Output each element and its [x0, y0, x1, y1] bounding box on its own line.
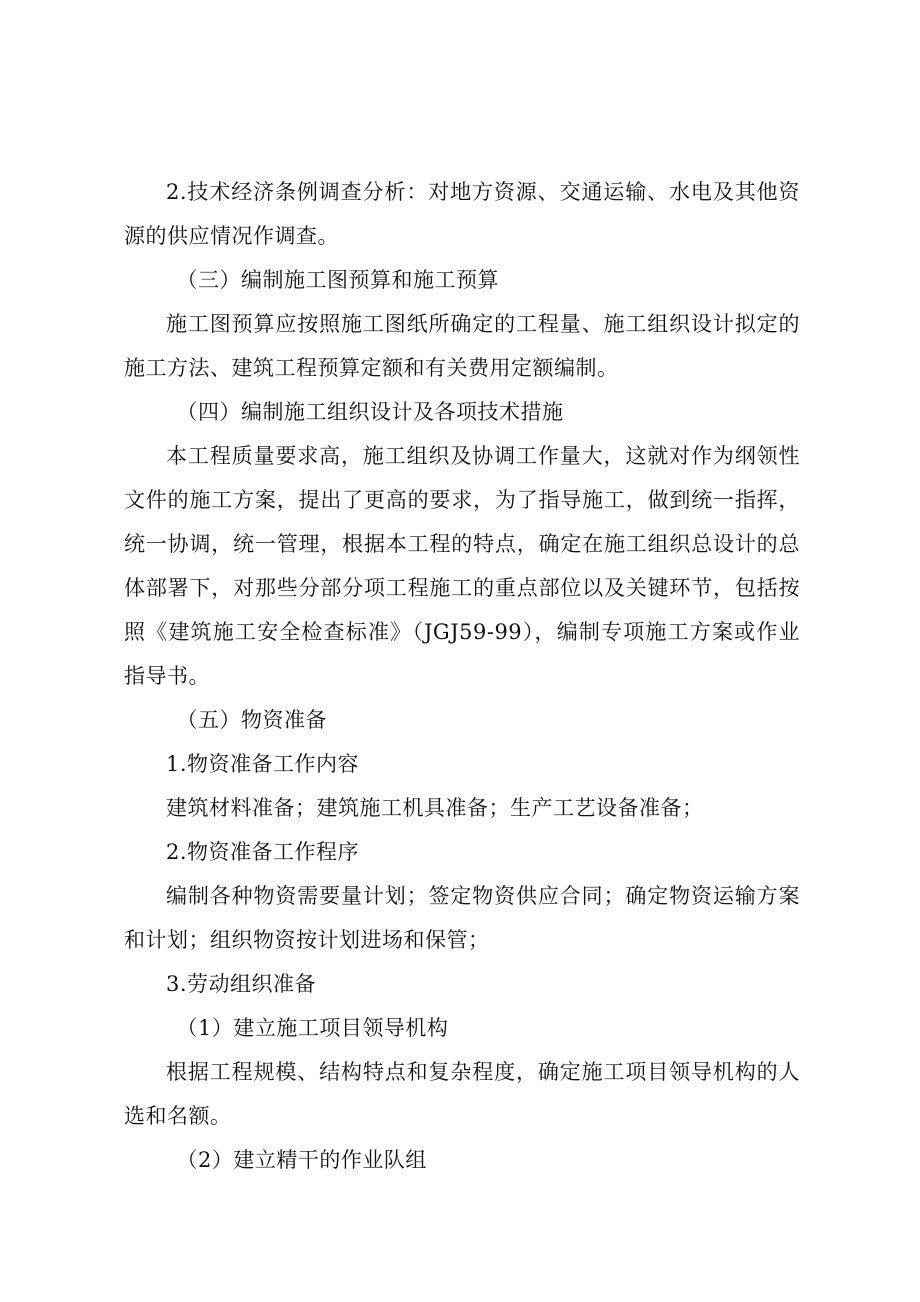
section-heading-material-prep: （五）物资准备 — [176, 708, 327, 732]
paragraph-material-content: 建筑材料准备；建筑施工机具准备；生产工艺设备准备； — [166, 796, 704, 820]
paragraph-construction-design: 本工程质量要求高，施工组织及协调工作量大，这就对作为纲领性文件的施工方案，提出了更高的要求，为了指导施工，做到统一指挥，统一协调，统一管理，根据本工程的特点，确定在施工组织总设计的总体部署下，对那些分部分项工程施工的重点部位以及关键环节，包括按照《建筑施工安全检查标准》（JGJ59-99），编制专项施工方案或作业指导书。 — [124, 444, 800, 688]
section-heading-construction-design: （四）编制施工组织设计及各项技术措施 — [176, 400, 564, 424]
section-heading-budget: （三）编制施工图预算和施工预算 — [176, 268, 499, 292]
subheading-material-content: 1.物资准备工作内容 — [166, 752, 360, 776]
document-body — [124, 170, 800, 1182]
paragraph-material-procedure: 编制各种物资需要量计划；签定物资供应合同；确定物资运输方案和计划；组织物资按计划进场和保管； — [124, 884, 800, 952]
item-leadership: （1）建立施工项目领导机构 — [176, 1016, 449, 1040]
paragraph-leadership: 根据工程规模、结构特点和复杂程度，确定施工项目领导机构的人选和名额。 — [124, 1060, 800, 1128]
item-work-teams: （2）建立精干的作业队组 — [176, 1148, 427, 1172]
paragraph-resource-survey: 2.技术经济条例调查分析：对地方资源、交通运输、水电及其他资源的供应情况作调查。 — [124, 180, 800, 248]
paragraph-budget: 施工图预算应按照施工图纸所确定的工程量、施工组织设计拟定的施工方法、建筑工程预算定额和有关费用定额编制。 — [124, 312, 800, 380]
subheading-labor-organization: 3.劳动组织准备 — [166, 972, 317, 996]
subheading-material-procedure: 2.物资准备工作程序 — [166, 840, 360, 864]
